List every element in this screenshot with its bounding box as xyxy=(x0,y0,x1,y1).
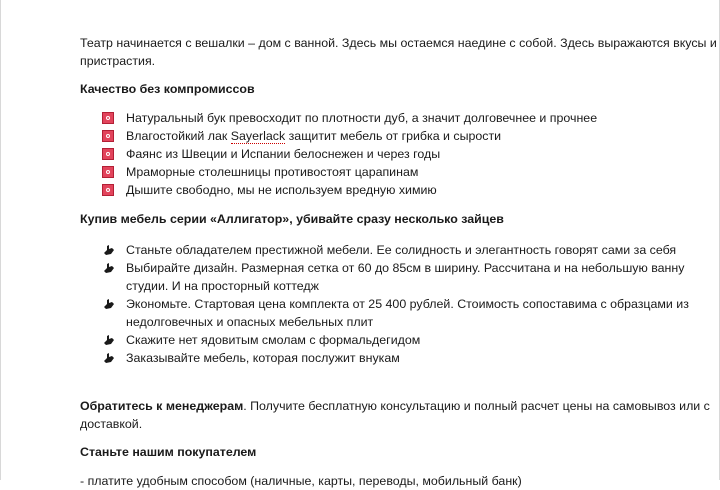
pointing-hand-icon xyxy=(103,334,115,346)
quality-item-text: Дышите свободно, мы не используем вредную химию xyxy=(126,183,437,197)
pointing-hand-icon xyxy=(103,298,115,310)
benefit-item-text: студии. И на просторный коттедж xyxy=(126,279,319,293)
benefit-item-text: Выбирайте дизайн. Размерная сетка от 60 до 85см в ширину. Рассчитана и на небольшую ванну xyxy=(126,261,685,275)
contact-line-1 xyxy=(80,397,710,415)
benefit-item-text: недолговечных и опасных мебельных плит xyxy=(126,315,374,329)
intro-line-2: пристрастия. xyxy=(80,54,156,68)
quality-item-text: Мраморные столешницы противостоят царапинам xyxy=(126,165,419,179)
quality-item-prefix: Влагостойкий лак xyxy=(126,129,231,143)
benefit-item-text: Скажите нет ядовитым смолам с формальдегидом xyxy=(126,333,421,347)
customer-heading: Станьте нашим покупателем xyxy=(80,445,257,459)
target-bullet-icon xyxy=(102,148,114,160)
quality-item-text xyxy=(126,127,501,145)
intro-line-1: Театр начинается с вешалки – дом с ванной. Здесь мы остаемся наедине с собой. Здесь выражаются вкусы и xyxy=(80,36,717,50)
pointing-hand-icon xyxy=(103,352,115,364)
contact-line-2: доставкой. xyxy=(80,417,143,431)
benefit-item-text: Станьте обладателем престижной мебели. Ее солидность и элегантность говорят сами за себя xyxy=(126,243,677,257)
payment-line-partial: - платите удобным способом (наличные, карты, переводы, мобильный банк) xyxy=(80,474,522,488)
quality-item-text: Натуральный бук превосходит по плотности дуб, а значит долговечнее и прочнее xyxy=(126,111,598,125)
target-bullet-icon xyxy=(102,166,114,178)
quality-item-suffix: защитит мебель от грибка и сырости xyxy=(288,129,502,143)
contact-bold-text: Обратитесь к менеджерам xyxy=(80,399,244,413)
pointing-hand-icon xyxy=(103,244,115,256)
benefits-heading: Купив мебель серии «Аллигатор», убивайте сразу несколько зайцев xyxy=(80,212,504,226)
pointing-hand-icon xyxy=(103,262,115,274)
brand-name-sayerlack: Sayerlack xyxy=(230,129,286,143)
quality-heading: Качество без компромиссов xyxy=(80,82,255,96)
target-bullet-icon xyxy=(102,112,114,124)
contact-rest-text: . Получите бесплатную консультацию и полный расчет цены на самовывоз или с xyxy=(243,399,710,413)
target-bullet-icon xyxy=(102,184,114,196)
benefit-item-text: Заказывайте мебель, которая послужит внукам xyxy=(126,351,400,365)
target-bullet-icon xyxy=(102,130,114,142)
benefit-item-text: Экономьте. Стартовая цена комплекта от 25 400 рублей. Стоимость сопоставима с образцами из xyxy=(126,297,689,311)
quality-item-text: Фаянс из Швеции и Испании белоснежен и через годы xyxy=(126,147,441,161)
